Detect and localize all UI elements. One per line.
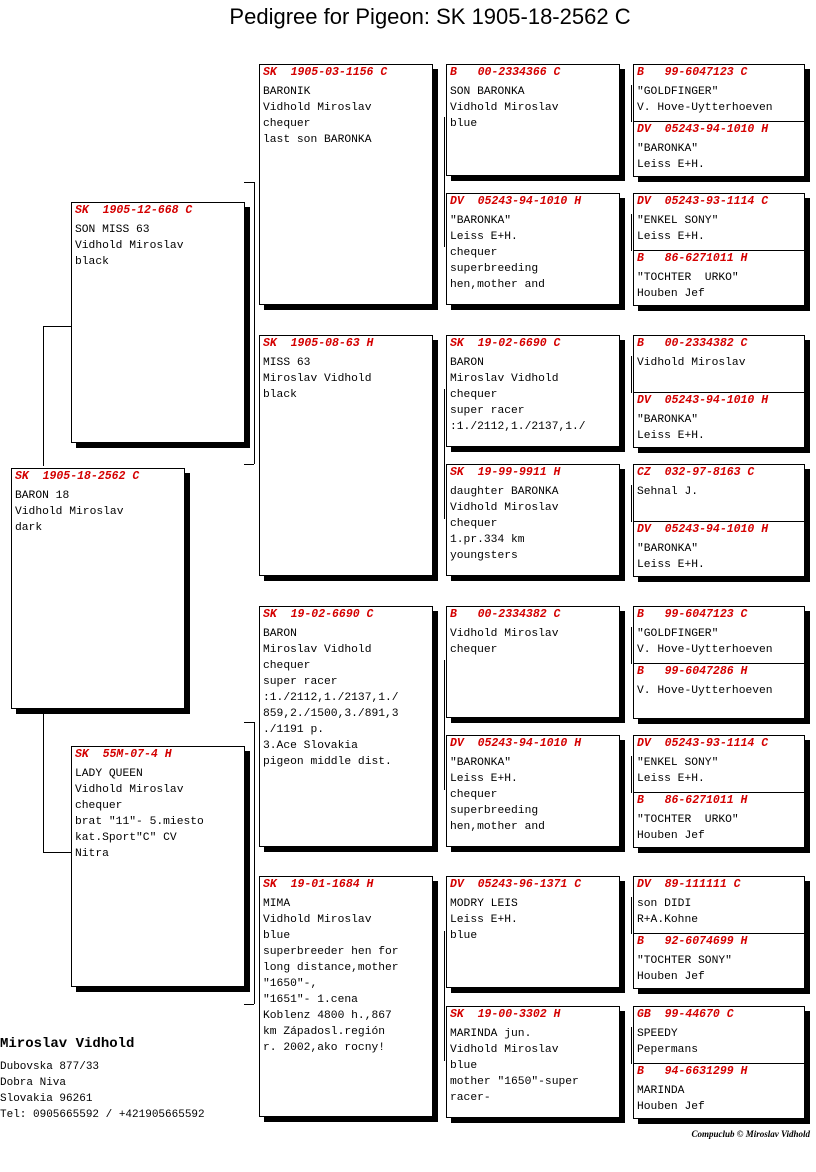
pigeon-detail-line: "TOCHTER SONY" [637,955,732,967]
pigeon-ring-number: SK 1905-08-63 H [263,337,374,350]
owner-address-line: Dubovska 877/33 [0,1061,100,1073]
pigeon-detail-line: racer- [450,1092,491,1104]
pigeon-detail-line: Miroslav Vidhold [263,373,372,385]
pigeon-detail-line: Vidhold Miroslav [75,240,184,252]
connector-line [631,1027,632,1064]
connector-line [444,931,445,1061]
pigeon-detail-line: "TOCHTER URKO" [637,272,739,284]
connector-line [631,897,632,934]
pigeon-details [634,1079,804,1115]
pigeon-details [634,266,804,302]
pigeon-detail-line: SPEEDY [637,1028,678,1040]
pigeon-detail-line: chequer [263,660,311,672]
footer-credit: Compuclub © Miroslav Vidhold [691,1129,810,1139]
pigeon-card-grandparent [259,335,433,576]
pigeon-detail-line: black [263,389,297,401]
pigeon-detail-line: Vidhold Miroslav [75,784,184,796]
pigeon-detail-line: SON MISS 63 [75,224,150,236]
pigeon-card-great-grandparent [446,335,620,447]
pigeon-detail-line: chequer [450,389,498,401]
pigeon-detail-line: Vidhold Miroslav [450,628,559,640]
pigeon-detail-line: "GOLDFINGER" [637,628,719,640]
pigeon-detail-line: superbreeding [450,805,539,817]
pigeon-detail-line: super racer [263,676,338,688]
pigeon-detail-line: V. Hove-Uytterhoeven [637,644,773,656]
pigeon-detail-line: Miroslav Vidhold [450,373,559,385]
pigeon-detail-line: Vidhold Miroslav [15,506,124,518]
pigeon-detail-line: Leiss E+H. [450,914,518,926]
pigeon-details [447,351,619,435]
page-title: Pedigree for Pigeon: SK 1905-18-2562 C [229,4,631,29]
pigeon-details [260,622,432,770]
pigeon-card-ancestor [633,392,805,448]
pigeon-ring-number: B 92-6074699 H [637,935,748,948]
pigeon-card-sire [71,202,245,443]
pigeon-detail-line: hen,mother and [450,821,545,833]
pigeon-detail-line: MIMA [263,898,291,910]
pigeon-ring-number: B 99-6047123 C [637,608,748,621]
pigeon-details [634,209,804,245]
pigeon-detail-line: "ENKEL SONY" [637,757,719,769]
pigeon-details [447,209,619,293]
pigeon-details [634,351,804,371]
pigeon-detail-line: Houben Jef [637,1101,705,1113]
pigeon-detail-line: pigeon middle dist. [263,756,392,768]
pigeon-detail-line: blue [263,930,291,942]
pigeon-detail-line: Vidhold Miroslav [263,102,372,114]
pigeon-detail-line: 859,2./1500,3./891,3 [263,708,399,720]
pigeon-detail-line: MISS 63 [263,357,311,369]
pigeon-detail-line: long distance,mother [263,962,399,974]
pigeon-detail-line: "BARONKA" [637,414,699,426]
connector-line [244,182,254,183]
pigeon-details [447,480,619,564]
pigeon-detail-line: Houben Jef [637,971,705,983]
pigeon-ring-number: B 00-2334382 C [450,608,561,621]
connector-line [43,710,44,852]
pigeon-detail-line: "ENKEL SONY" [637,215,719,227]
pigeon-detail-line: "TOCHTER URKO" [637,814,739,826]
connector-line [254,722,255,1004]
pigeon-detail-line: daughter BARONKA [450,486,559,498]
pigeon-detail-line: "BARONKA" [637,143,699,155]
connector-line [631,756,632,793]
pigeon-card-great-grandparent [446,735,620,847]
pigeon-detail-line: Leiss E+H. [450,231,518,243]
pigeon-details [260,892,432,1056]
pigeon-ring-number: SK 55M-07-4 H [75,748,172,761]
pigeon-detail-line: dark [15,522,43,534]
pigeon-detail-line: chequer [450,518,498,530]
pigeon-detail-line: Vidhold Miroslav [263,914,372,926]
pigeon-detail-line: V. Hove-Uytterhoeven [637,685,773,697]
pigeon-details [634,751,804,787]
pigeon-detail-line: blue [450,930,478,942]
pigeon-detail-line: Koblenz 4800 h.,867 [263,1010,392,1022]
pigeon-detail-line: Leiss E+H. [450,773,518,785]
pigeon-detail-line: BARON [263,628,297,640]
connector-line [631,214,632,251]
connector-line [631,85,632,122]
pigeon-detail-line: MODRY LEIS [450,898,518,910]
connector-line [244,464,254,465]
connector-line [444,389,445,519]
pigeon-detail-line: Houben Jef [637,288,705,300]
owner-name: Miroslav Vidhold [0,1036,135,1052]
pigeon-ring-number: DV 05243-93-1114 C [637,737,769,750]
pigeon-detail-line: Leiss E+H. [637,430,705,442]
pigeon-detail-line: Vidhold Miroslav [637,357,746,369]
pigeon-card-ancestor [633,521,805,577]
pigeon-ring-number: SK 1905-12-668 C [75,204,193,217]
pigeon-detail-line: V. Hove-Uytterhoeven [637,102,773,114]
connector-line [631,627,632,664]
pigeon-detail-line: kat.Sport"C" CV [75,832,177,844]
pigeon-ring-number: B 99-6047123 C [637,66,748,79]
pigeon-ring-number: DV 05243-94-1010 H [637,123,769,136]
pigeon-detail-line: last son BARONKA [263,134,372,146]
pigeon-detail-line: black [75,256,109,268]
pigeon-detail-line: :1./2112,1./2137,1./ [263,692,399,704]
connector-line [244,1004,254,1005]
pigeon-detail-line: Miroslav Vidhold [263,644,372,656]
pigeon-details [634,808,804,844]
pigeon-details [634,80,804,116]
connector-line [254,182,255,464]
pigeon-detail-line: Leiss E+H. [637,559,705,571]
connector-line [43,852,71,853]
pigeon-details [447,892,619,944]
pigeon-detail-line: Vidhold Miroslav [450,102,559,114]
pigeon-details [634,949,804,985]
pigeon-detail-line: "BARONKA" [637,543,699,555]
pigeon-detail-line: 3.Ace Slovakia [263,740,358,752]
pigeon-card-ancestor [633,250,805,306]
pigeon-detail-line: :1./2112,1./2137,1./ [450,421,586,433]
pigeon-detail-line: "GOLDFINGER" [637,86,719,98]
pigeon-ring-number: B 00-2334366 C [450,66,561,79]
connector-line [631,356,632,393]
pigeon-detail-line: "1651"- 1.cena [263,994,358,1006]
pigeon-details [260,80,432,148]
pigeon-detail-line: Vidhold Miroslav [450,1044,559,1056]
pigeon-detail-line: chequer [263,118,311,130]
pigeon-detail-line: blue [450,1060,478,1072]
pigeon-card-subject [11,468,185,709]
pigeon-details [72,762,244,862]
pigeon-ring-number: DV 05243-96-1371 C [450,878,582,891]
pigeon-ring-number: B 99-6047286 H [637,665,748,678]
pigeon-detail-line: Houben Jef [637,830,705,842]
pigeon-detail-line: superbreeder hen for [263,946,399,958]
pigeon-detail-line: Pepermans [637,1044,699,1056]
pigeon-card-great-grandparent [446,1006,620,1118]
pigeon-card-great-grandparent [446,193,620,305]
pigeon-detail-line: Leiss E+H. [637,159,705,171]
pigeon-details [634,679,804,699]
pigeon-detail-line: LADY QUEEN [75,768,143,780]
pigeon-details [634,892,804,928]
pigeon-detail-line: mother "1650"-super [450,1076,579,1088]
pigeon-ring-number: DV 89-111111 C [637,878,741,891]
owner-address-line: Slovakia 96261 [0,1093,93,1105]
pigeon-detail-line: chequer [450,247,498,259]
pigeon-details [260,351,432,403]
pigeon-card-ancestor [633,663,805,719]
pigeon-ring-number: SK 19-02-6690 C [263,608,374,621]
pigeon-ring-number: B 00-2334382 C [637,337,748,350]
pigeon-ring-number: B 94-6631299 H [637,1065,748,1078]
pigeon-card-great-grandparent [446,464,620,576]
pigeon-detail-line: blue [450,118,478,130]
pigeon-detail-line: chequer [75,800,123,812]
pigeon-detail-line: brat "11"- 5.miesto [75,816,204,828]
connector-line [244,722,254,723]
pigeon-detail-line: MARINDA [637,1085,685,1097]
pigeon-details [447,80,619,132]
pigeon-detail-line: super racer [450,405,525,417]
pigeon-detail-line: ./1191 p. [263,724,325,736]
pigeon-details [447,1022,619,1106]
pigeon-ring-number: GB 99-44670 C [637,1008,734,1021]
pigeon-ring-number: SK 19-02-6690 C [450,337,561,350]
pigeon-card-great-grandparent [446,64,620,176]
pigeon-card-great-grandparent [446,606,620,718]
connector-line [43,326,71,327]
pigeon-ring-number: SK 19-01-1684 H [263,878,374,891]
pigeon-detail-line: BARON 18 [15,490,70,502]
pigeon-details [634,537,804,573]
pigeon-detail-line: BARON [450,357,484,369]
pigeon-detail-line: "BARONKA" [450,757,512,769]
pigeon-ring-number: SK 1905-18-2562 C [15,470,140,483]
pigeon-ring-number: SK 19-99-9911 H [450,466,561,479]
pigeon-detail-line: chequer [450,644,498,656]
pigeon-details [447,622,619,658]
pigeon-ring-number: DV 05243-94-1010 H [637,394,769,407]
pigeon-detail-line: hen,mother and [450,279,545,291]
connector-line [43,326,44,466]
pigeon-detail-line: MARINDA jun. [450,1028,532,1040]
pigeon-detail-line: km Západosl.región [263,1026,386,1038]
pigeon-card-great-grandparent [446,876,620,988]
pigeon-details [72,218,244,270]
pigeon-details [634,622,804,658]
pigeon-detail-line: son DIDI [637,898,692,910]
pigeon-details [447,751,619,835]
pigeon-detail-line: youngsters [450,550,518,562]
pigeon-detail-line: Leiss E+H. [637,231,705,243]
pigeon-ring-number: SK 19-00-3302 H [450,1008,561,1021]
pigeon-detail-line: chequer [450,789,498,801]
pigeon-ring-number: DV 05243-93-1114 C [637,195,769,208]
pigeon-card-grandparent [259,606,433,847]
pigeon-ring-number: DV 05243-94-1010 H [450,195,582,208]
pigeon-ring-number: B 86-6271011 H [637,794,748,807]
pigeon-detail-line: Leiss E+H. [637,773,705,785]
connector-line [444,117,445,247]
connector-line [444,660,445,790]
pigeon-ring-number: B 86-6271011 H [637,252,748,265]
pigeon-detail-line: R+A.Kohne [637,914,699,926]
pigeon-ring-number: DV 05243-94-1010 H [450,737,582,750]
owner-address-line: Dobra Niva [0,1077,67,1089]
pigeon-card-grandparent [259,876,433,1117]
pigeon-details [634,1022,804,1058]
pigeon-ring-number: SK 1905-03-1156 C [263,66,388,79]
pigeon-detail-line: "BARONKA" [450,215,512,227]
pigeon-detail-line: BARONIK [263,86,311,98]
pigeon-card-ancestor [633,121,805,177]
pigeon-ring-number: CZ 032-97-8163 C [637,466,755,479]
pigeon-card-ancestor [633,1063,805,1119]
pigeon-ring-number: DV 05243-94-1010 H [637,523,769,536]
pigeon-detail-line: Nitra [75,848,109,860]
pigeon-detail-line: "1650"-, [263,978,318,990]
pigeon-detail-line: SON BARONKA [450,86,525,98]
pigeon-detail-line: r. 2002,ako rocny! [263,1042,386,1054]
connector-line [631,485,632,522]
pigeon-card-ancestor [633,933,805,989]
pigeon-details [634,480,804,500]
pigeon-card-dam [71,746,245,987]
pigeon-card-grandparent [259,64,433,305]
pigeon-details [634,408,804,444]
pigeon-detail-line: superbreeding [450,263,539,275]
pigeon-details [634,137,804,173]
pigeon-detail-line: Sehnal J. [637,486,699,498]
pigeon-details [12,484,184,536]
pigeon-detail-line: 1.pr.334 km [450,534,525,546]
pigeon-detail-line: Vidhold Miroslav [450,502,559,514]
pigeon-card-ancestor [633,792,805,848]
owner-phone: Tel: 0905665592 / +421905665592 [0,1109,205,1121]
